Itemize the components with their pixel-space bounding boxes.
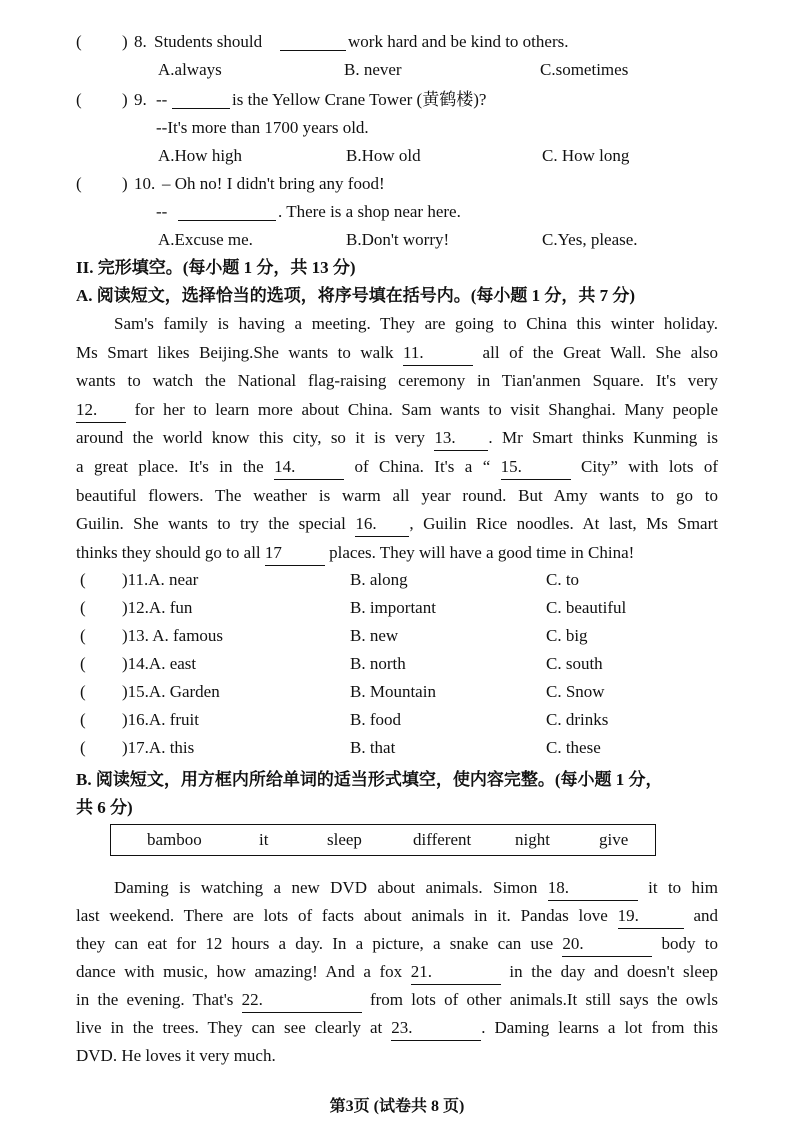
question-number: 9. — [134, 90, 147, 109]
passage-text: body to — [652, 934, 718, 953]
passage-text: beautiful flowers. The weather is warm all year round. But Amy wants to go to — [76, 485, 718, 505]
word-bank-item: sleep — [327, 830, 362, 849]
option-a: )12.A. fun — [122, 598, 193, 617]
passage-text: Daming is watching a new DVD about animals. Simon — [114, 878, 548, 897]
dialogue-dash: -- — [156, 90, 168, 109]
word-bank-box — [110, 824, 656, 856]
question-number: 8. — [134, 32, 147, 51]
answer-paren-open: ( — [76, 174, 82, 193]
passage-text: a great place. It's in the — [76, 457, 275, 476]
answer-paren-close: ) — [122, 174, 128, 193]
passage-line — [76, 988, 718, 1013]
passage-line — [76, 1016, 718, 1041]
numbered-blank[interactable]: 14. — [274, 455, 344, 480]
dialogue-reply: --It's more than 1700 years old. — [156, 118, 369, 137]
passage-text: Guilin. She wants to try the special — [76, 514, 356, 534]
word-bank-item: night — [515, 830, 550, 849]
passage-text: they can eat for 12 hours a day. In a picture, a snake can use — [76, 934, 563, 953]
option-a: )15.A. Garden — [122, 682, 220, 701]
question-stem: Students should — [154, 32, 263, 51]
numbered-blank[interactable]: 20. — [562, 932, 652, 957]
option-c: C. south — [546, 654, 603, 673]
option-c: C.sometimes — [540, 60, 629, 79]
option-b: B. that — [350, 738, 396, 757]
dialogue-reply: . There is a shop near here. — [278, 202, 461, 221]
part-b-title: B. 阅读短文，用方框内所给单词的适当形式填空，使内容完整。(每小题 1 分， — [76, 770, 663, 789]
passage-text: wants to watch the National flag-raising ceremony in Tian'anmen Square. It's very — [76, 371, 718, 391]
option-a: )16.A. fruit — [122, 710, 199, 729]
passage-line — [76, 398, 718, 423]
passage-line — [114, 312, 718, 336]
option-a: )14.A. east — [122, 654, 197, 673]
numbered-blank[interactable]: 11. — [403, 341, 473, 366]
passage-line — [76, 960, 718, 985]
option-b: B. important — [350, 598, 436, 617]
passage-text: thinks they should go to all — [76, 542, 265, 562]
word-bank-item: give — [599, 830, 629, 849]
question-stem: is the Yellow Crane Tower (黄鹤楼)? — [232, 90, 487, 109]
passage-text: and — [683, 906, 718, 925]
passage-line — [76, 1044, 718, 1068]
passage-line — [76, 904, 718, 929]
option-a: )11.A. near — [122, 570, 199, 589]
answer-paren-close: ) — [122, 32, 128, 51]
answer-paren-open[interactable]: ( — [80, 626, 86, 645]
passage-line — [76, 932, 718, 957]
question-stem: work hard and be kind to others. — [348, 32, 569, 51]
option-a: )13. A. famous — [122, 626, 224, 645]
option-a: A.Excuse me. — [158, 230, 253, 249]
option-b: B. food — [350, 710, 401, 729]
numbered-blank[interactable]: 13. — [434, 426, 488, 451]
numbered-blank[interactable]: 16. — [355, 512, 409, 537]
answer-paren-open[interactable]: ( — [80, 710, 86, 729]
passage-text: dance with music, how amazing! And a fox — [76, 962, 411, 981]
option-c: C. big — [546, 626, 588, 645]
numbered-blank[interactable]: 15. — [501, 455, 571, 480]
passage-text: City” with lots of — [570, 457, 719, 476]
option-c: C. How long — [542, 146, 630, 165]
answer-paren-open: ( — [76, 90, 82, 109]
option-c: C. drinks — [546, 710, 609, 729]
answer-blank[interactable] — [178, 200, 276, 221]
numbered-blank[interactable]: 22. — [242, 988, 362, 1013]
word-bank-item: bamboo — [147, 830, 202, 849]
page-footer: 第3页 (试卷共 8 页) — [329, 1098, 465, 1115]
passage-line — [76, 455, 718, 480]
numbered-blank[interactable]: 19. — [618, 904, 684, 929]
passage-text: it to him — [637, 878, 718, 897]
passage-text: places. They will have a good time in China! — [324, 542, 635, 562]
passage-text: live in the trees. They can see clearly at — [76, 1018, 392, 1037]
option-b: B. Mountain — [350, 682, 436, 701]
option-c: C. to — [546, 570, 580, 589]
passage-line — [76, 369, 718, 393]
answer-paren-open[interactable]: ( — [80, 654, 86, 673]
option-a: )17.A. this — [122, 738, 195, 757]
passage-text: for her to learn more about China. Sam wants to visit Shanghai. Many people — [126, 399, 718, 419]
passage-text: last weekend. There are lots of facts about animals in it. Pandas love — [76, 906, 618, 925]
option-b: B. along — [350, 570, 408, 589]
passage-line — [76, 484, 718, 508]
dialogue-dash: -- — [156, 202, 168, 221]
part-b-title-cont: 共 6 分) — [76, 798, 133, 817]
answer-blank[interactable] — [280, 30, 346, 51]
question-stem: – Oh no! I didn't bring any food! — [162, 174, 385, 193]
option-c: C. Snow — [546, 682, 605, 701]
question-number: 10. — [134, 174, 156, 193]
option-c: C.Yes, please. — [542, 230, 638, 249]
option-a: A.always — [158, 60, 222, 79]
answer-paren-open[interactable]: ( — [80, 598, 86, 617]
answer-paren-close: ) — [122, 90, 128, 109]
passage-text: Ms Smart likes Beijing.She wants to walk — [76, 342, 403, 362]
answer-paren-open[interactable]: ( — [80, 738, 86, 757]
option-b: B. north — [350, 654, 406, 673]
passage-text: DVD. He loves it very much. — [76, 1046, 276, 1065]
option-c: C. these — [546, 738, 601, 757]
part-a-title: A. 阅读短文，选择恰当的选项，将序号填在括号内。(每小题 1 分，共 7 分) — [76, 286, 636, 305]
word-bank-item: it — [259, 830, 269, 849]
passage-line — [76, 426, 718, 451]
passage-text: Sam's family is having a meeting. They are going to China this winter holiday. — [114, 314, 718, 333]
numbered-blank[interactable]: 18. — [548, 876, 638, 901]
passage-line — [76, 512, 718, 537]
numbered-blank[interactable]: 23. — [391, 1016, 481, 1041]
passage-text: . Daming learns a lot from this — [481, 1018, 718, 1037]
passage-text: in the day and doesn't sleep — [500, 962, 718, 981]
option-c: C. beautiful — [546, 598, 627, 617]
word-bank-item: different — [413, 830, 472, 849]
option-b: B.Don't worry! — [346, 230, 450, 249]
passage-text: . Mr Smart thinks Kunming is — [488, 428, 718, 448]
passage-text: in the evening. That's — [76, 990, 242, 1009]
answer-blank[interactable] — [172, 88, 230, 109]
passage-text: , Guilin Rice noodles. At last, Ms Smart — [409, 514, 718, 534]
passage-text: from lots of other animals.It still says the owls — [361, 990, 718, 1009]
passage-text: of China. It's a “ — [344, 457, 501, 476]
numbered-blank[interactable]: 12. — [76, 398, 126, 423]
passage-line — [76, 541, 718, 566]
option-b: B.How old — [346, 146, 421, 165]
answer-paren-open: ( — [76, 32, 82, 51]
passage-text: all of the Great Wall. She also — [473, 342, 718, 362]
passage-text: around the world know this city, so it is very — [76, 428, 435, 448]
section-2-title: II. 完形填空。(每小题 1 分，共 13 分) — [76, 258, 356, 277]
answer-paren-open[interactable]: ( — [80, 682, 86, 701]
answer-paren-open[interactable]: ( — [80, 570, 86, 589]
numbered-blank[interactable]: 17 — [265, 541, 325, 566]
option-b: B. never — [344, 60, 402, 79]
passage-line — [76, 341, 718, 366]
option-b: B. new — [350, 626, 399, 645]
passage-line — [114, 876, 718, 901]
option-a: A.How high — [158, 146, 243, 165]
numbered-blank[interactable]: 21. — [411, 960, 501, 985]
